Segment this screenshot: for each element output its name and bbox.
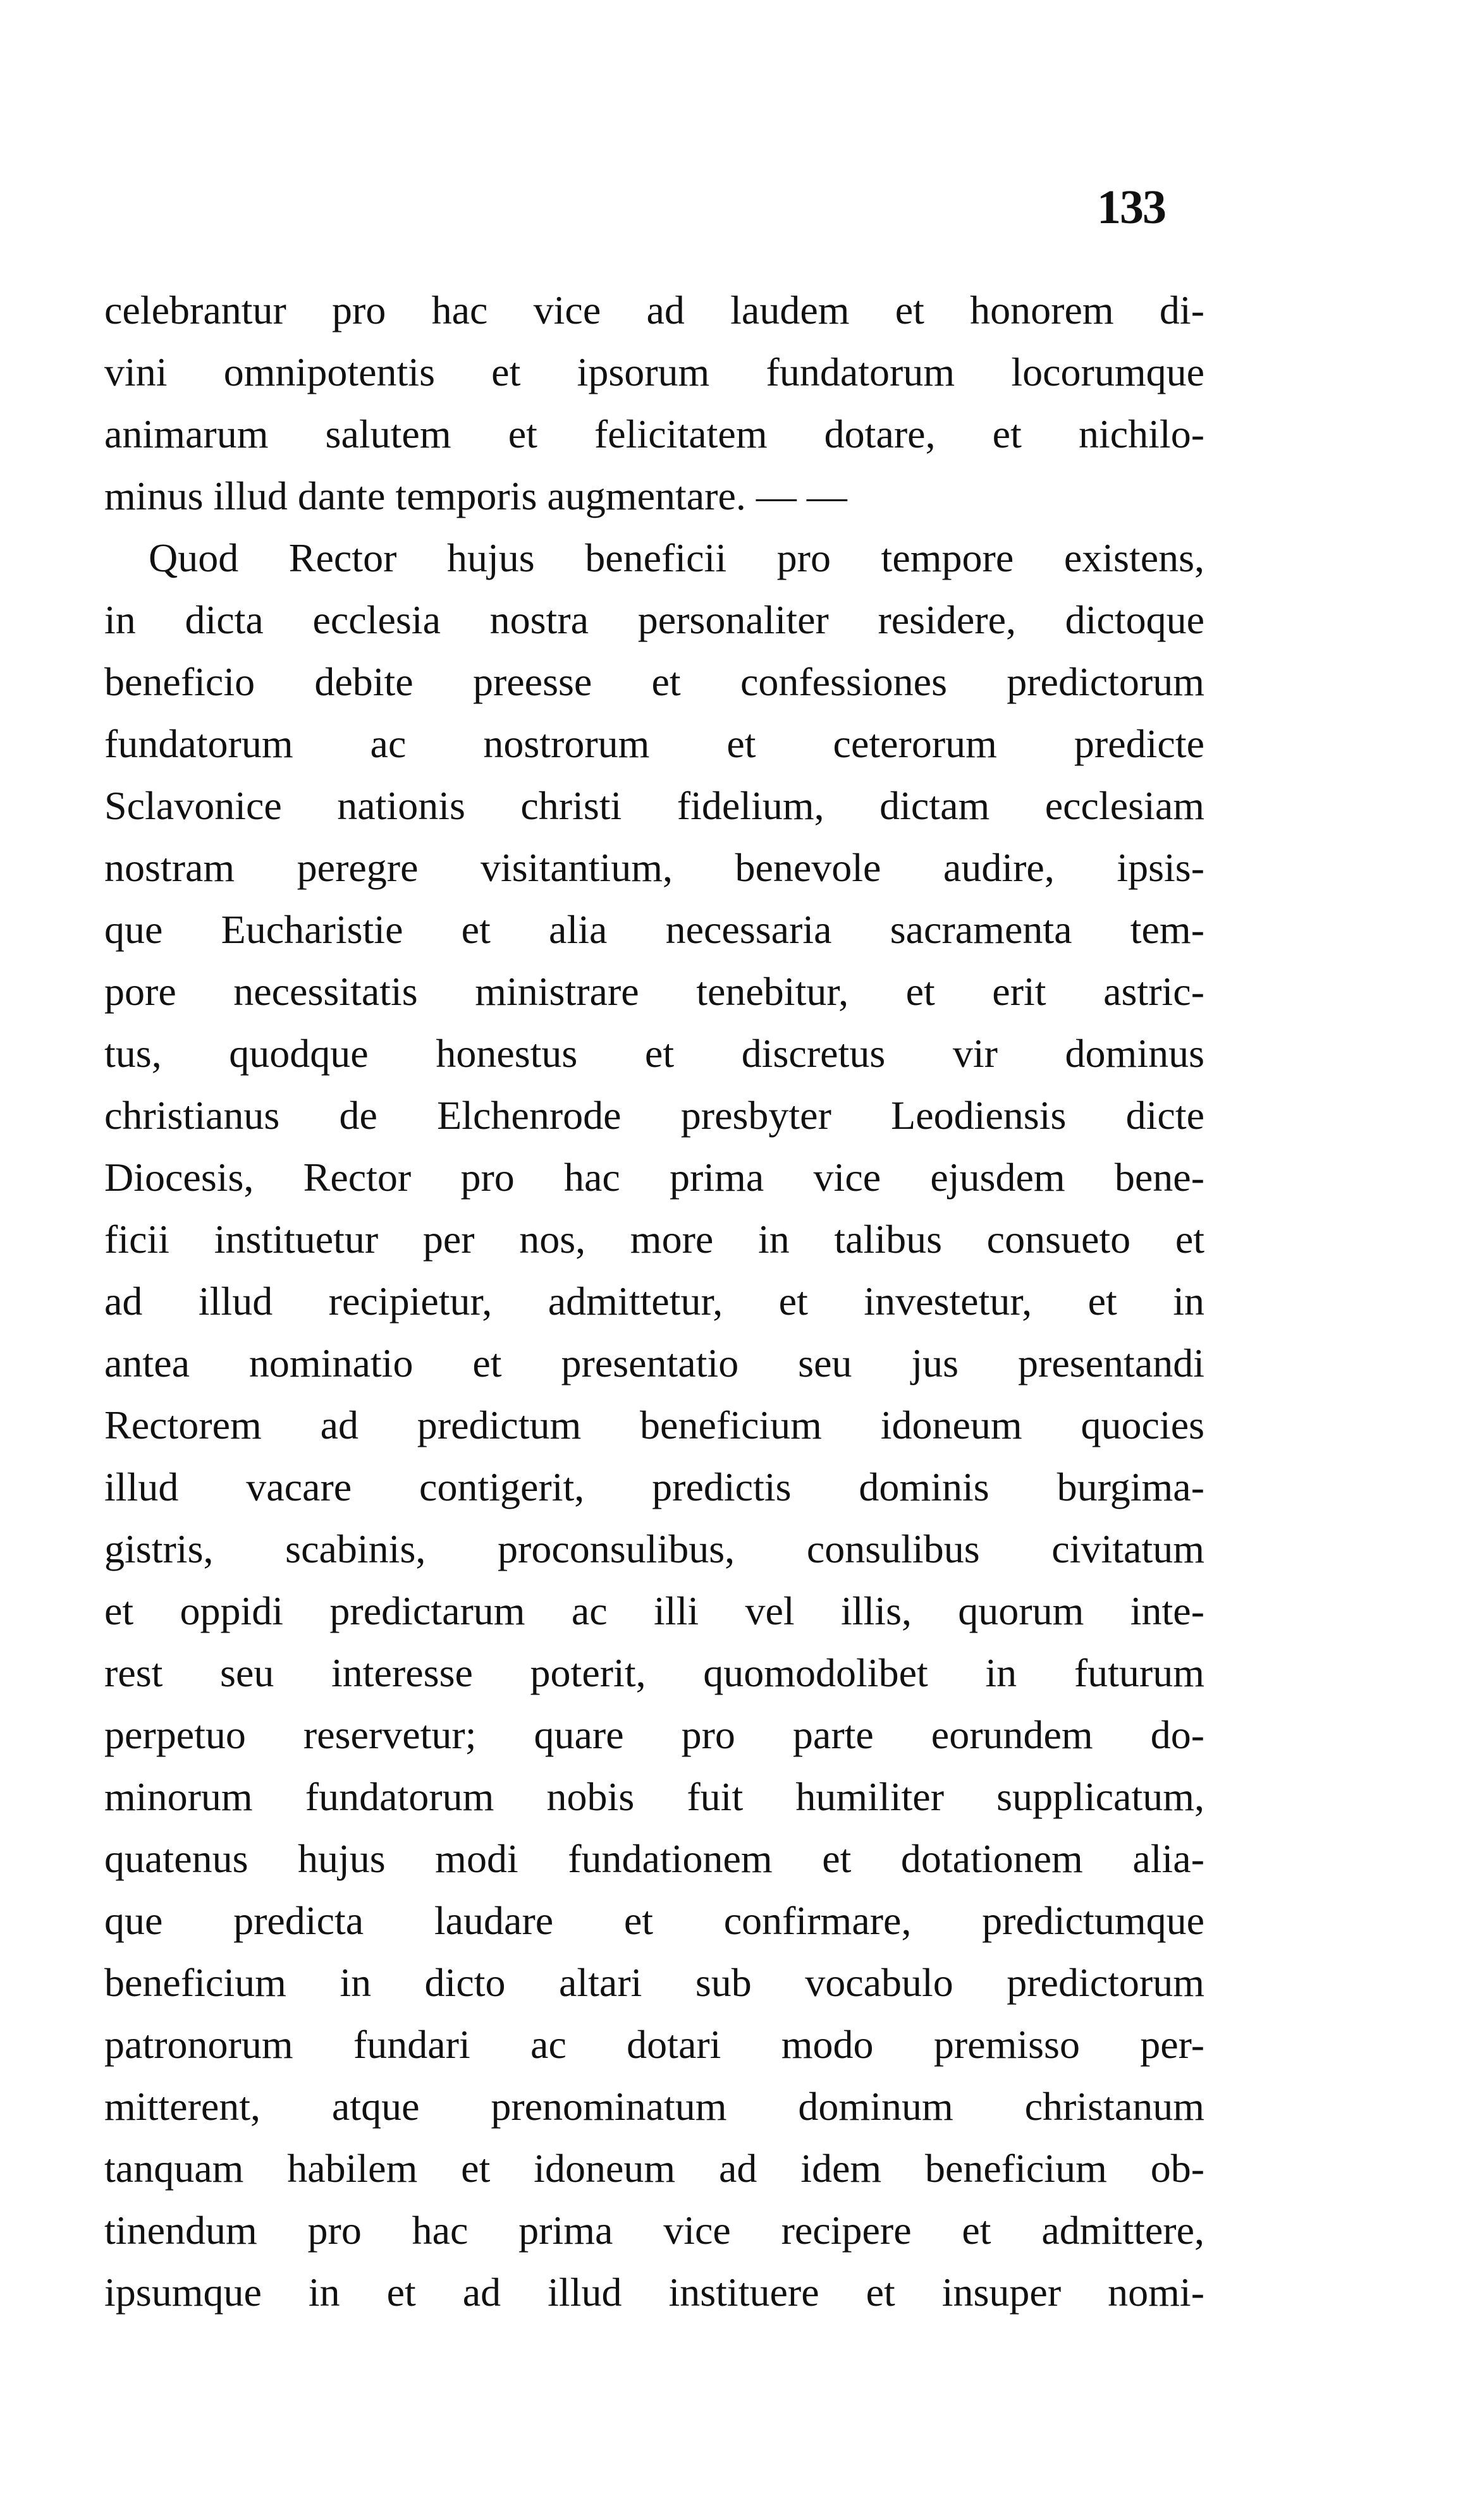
- text-line: Diocesis, Rector pro hac prima vice ejusdem bene-: [104, 1155, 1204, 1200]
- text-line: ficii instituetur per nos, more in talibus consueto et: [104, 1217, 1204, 1262]
- text-line: antea nominatio et presentatio seu jus presentandi: [104, 1341, 1204, 1385]
- text-line: ad illud recipietur, admittetur, et investetur, et in: [104, 1279, 1204, 1324]
- text-line: que predicta laudare et confirmare, predictumque: [104, 1898, 1204, 1943]
- text-line: tinendum pro hac prima vice recipere et admittere,: [104, 2208, 1204, 2253]
- text-line: illud vacare contigerit, predictis dominis burgima-: [104, 1464, 1204, 1509]
- text-line: patronorum fundari ac dotari modo premisso per-: [104, 2022, 1204, 2067]
- text-line: ipsumque in et ad illud instituere et insuper nomi-: [104, 2270, 1204, 2315]
- text-line: animarum salutem et felicitatem dotare, et nichilo-: [104, 411, 1204, 456]
- text-line: fundatorum ac nostrorum et ceterorum predicte: [104, 721, 1204, 766]
- text-line: tus, quodque honestus et discretus vir dominus: [104, 1031, 1204, 1076]
- text-line: que Eucharistie et alia necessaria sacramenta tem-: [104, 907, 1204, 952]
- text-line: pore necessitatis ministrare tenebitur, et erit astric-: [104, 969, 1204, 1014]
- text-line: Rectorem ad predictum beneficium idoneum quocies: [104, 1403, 1204, 1447]
- text-line: minorum fundatorum nobis fuit humiliter supplicatum,: [104, 1774, 1204, 1819]
- text-line: celebrantur pro hac vice ad laudem et honorem di-: [104, 288, 1204, 332]
- body-text: [104, 279, 1204, 2323]
- text-line: beneficio debite preesse et confessiones predictorum: [104, 659, 1204, 704]
- text-line: in dicta ecclesia nostra personaliter residere, dictoque: [104, 597, 1204, 642]
- text-line: et oppidi predictarum ac illi vel illis, quorum inte-: [104, 1588, 1204, 1633]
- text-line: Sclavonice nationis christi fidelium, dictam ecclesiam: [104, 783, 1204, 828]
- text-line: Quod Rector hujus beneficii pro tempore existens,: [149, 535, 1204, 580]
- text-line: gistris, scabinis, proconsulibus, consulibus civitatum: [104, 1526, 1204, 1571]
- text-line: vini omnipotentis et ipsorum fundatorum locorumque: [104, 350, 1204, 394]
- text-line: tanquam habilem et idoneum ad idem beneficium ob-: [104, 2146, 1204, 2191]
- text-line: rest seu interesse poterit, quomodolibet in futurum: [104, 1650, 1204, 1695]
- text-line: perpetuo reservetur; quare pro parte eorundem do-: [104, 1712, 1204, 1757]
- text-line: mitterent, atque prenominatum dominum christanum: [104, 2084, 1204, 2129]
- text-line: minus illud dante temporis augmentare. — —: [104, 473, 847, 518]
- text-line: beneficium in dicto altari sub vocabulo predictorum: [104, 1960, 1204, 2005]
- text-line: christianus de Elchenrode presbyter Leodiensis dicte: [104, 1093, 1204, 1138]
- text-line: quatenus hujus modi fundationem et dotationem alia-: [104, 1836, 1204, 1881]
- text-line: nostram peregre visitantium, benevole audire, ipsis-: [104, 845, 1204, 890]
- page-number: 133: [1097, 181, 1165, 234]
